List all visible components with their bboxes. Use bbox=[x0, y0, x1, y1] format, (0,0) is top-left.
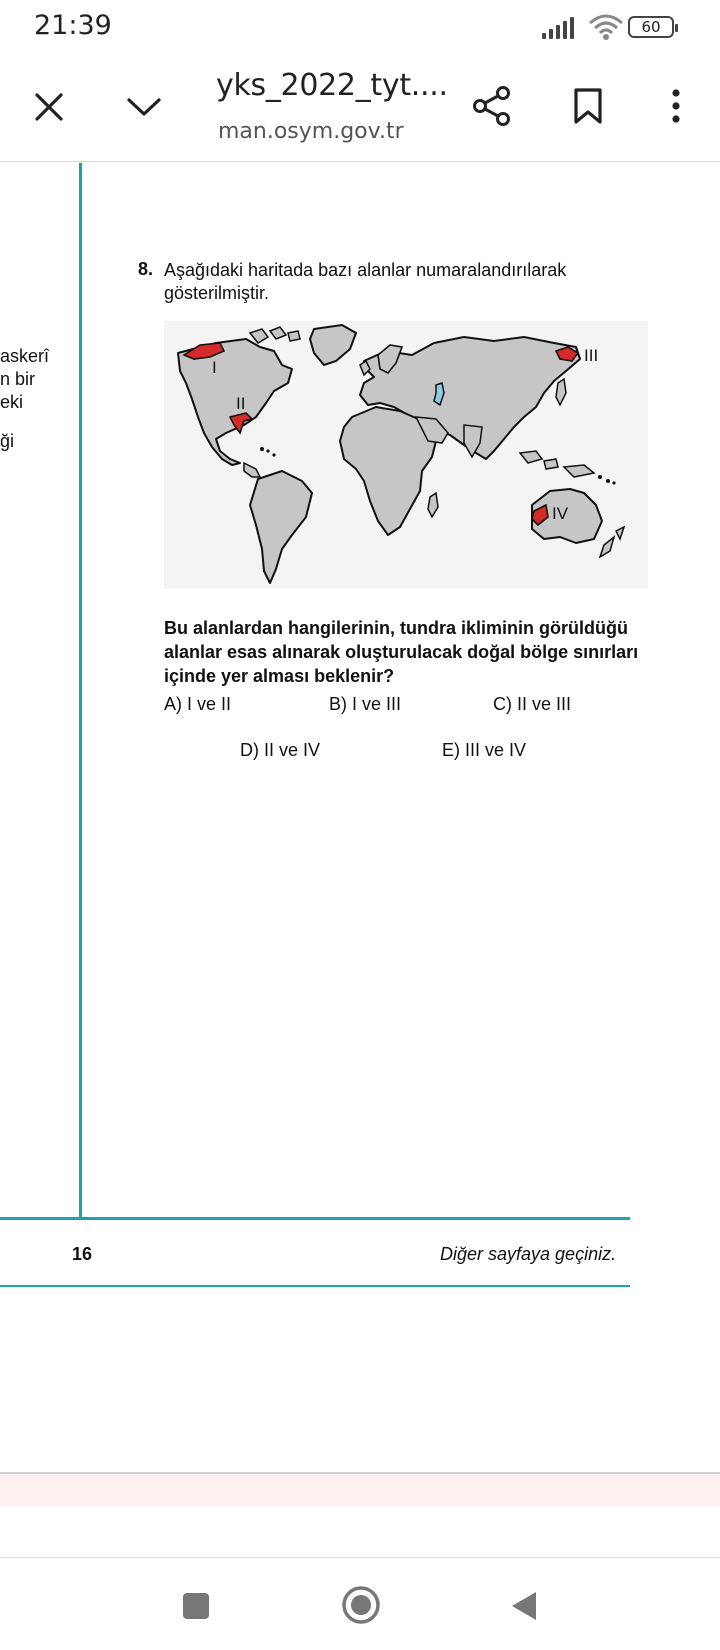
document-title: yks_2022_tyt.... bbox=[216, 68, 448, 103]
recents-icon bbox=[182, 1592, 210, 1620]
question-intro: Aşağıdaki haritada bazı alanlar numaralandırılarak gösterilmiştir. bbox=[164, 260, 567, 303]
battery-icon: 60 bbox=[628, 16, 674, 38]
pdf-viewer-toolbar bbox=[0, 56, 720, 162]
nav-divider bbox=[0, 1557, 720, 1558]
wifi-icon bbox=[588, 13, 624, 41]
pdf-page[interactable] bbox=[0, 163, 720, 1473]
home-button[interactable] bbox=[338, 1582, 384, 1628]
map-label-i: I bbox=[212, 358, 217, 377]
more-options-button[interactable] bbox=[656, 80, 696, 132]
collapse-button[interactable] bbox=[118, 82, 170, 132]
bookmark-icon bbox=[573, 87, 603, 125]
left-column-text bbox=[0, 345, 49, 453]
back-icon bbox=[510, 1590, 538, 1622]
chevron-down-icon bbox=[126, 96, 162, 118]
question-stem: Bu alanlardan hangilerinin, tundra ikliminin görüldüğü alanlar esas alınarak oluşturulacak doğal bölge sınırları içinde yer alması beklenir? bbox=[164, 618, 639, 686]
more-vert-icon bbox=[671, 89, 681, 123]
signal-icon bbox=[542, 17, 578, 39]
footer-rule-top bbox=[0, 1217, 630, 1220]
left-fragment: ği bbox=[0, 431, 15, 451]
home-icon bbox=[341, 1585, 381, 1625]
option-a[interactable]: A) I ve II bbox=[164, 694, 232, 714]
page-number: 16 bbox=[72, 1244, 93, 1264]
footer-rule-bottom bbox=[0, 1285, 630, 1287]
option-b[interactable]: B) I ve III bbox=[329, 694, 402, 714]
url-text: man.osym.gov.tr bbox=[218, 119, 404, 144]
left-fragment: askerî bbox=[0, 346, 50, 366]
map-label-ii: II bbox=[236, 394, 246, 413]
option-e[interactable]: E) III ve IV bbox=[442, 740, 527, 760]
option-c[interactable]: C) II ve III bbox=[493, 694, 572, 714]
world-map bbox=[164, 321, 648, 589]
left-fragment: n bir bbox=[0, 369, 36, 389]
share-icon bbox=[472, 85, 512, 127]
next-page-peek[interactable] bbox=[0, 1474, 720, 1506]
close-icon bbox=[34, 92, 64, 122]
back-button[interactable] bbox=[502, 1584, 546, 1628]
map-label-iii: III bbox=[584, 346, 599, 365]
map-label-iv: IV bbox=[552, 504, 569, 523]
question-number: 8. bbox=[138, 259, 154, 279]
close-button[interactable] bbox=[24, 82, 74, 132]
share-button[interactable] bbox=[466, 80, 518, 132]
status-bar bbox=[0, 0, 720, 56]
document-url bbox=[218, 119, 404, 144]
recents-button[interactable] bbox=[174, 1584, 218, 1628]
bookmark-button[interactable] bbox=[564, 80, 612, 132]
status-time: 21:39 bbox=[34, 10, 112, 41]
next-page-note: Diğer sayfaya geçiniz. bbox=[440, 1244, 617, 1264]
column-divider bbox=[79, 163, 82, 1219]
option-d[interactable]: D) II ve IV bbox=[240, 740, 321, 760]
left-fragment: eki bbox=[0, 392, 24, 412]
